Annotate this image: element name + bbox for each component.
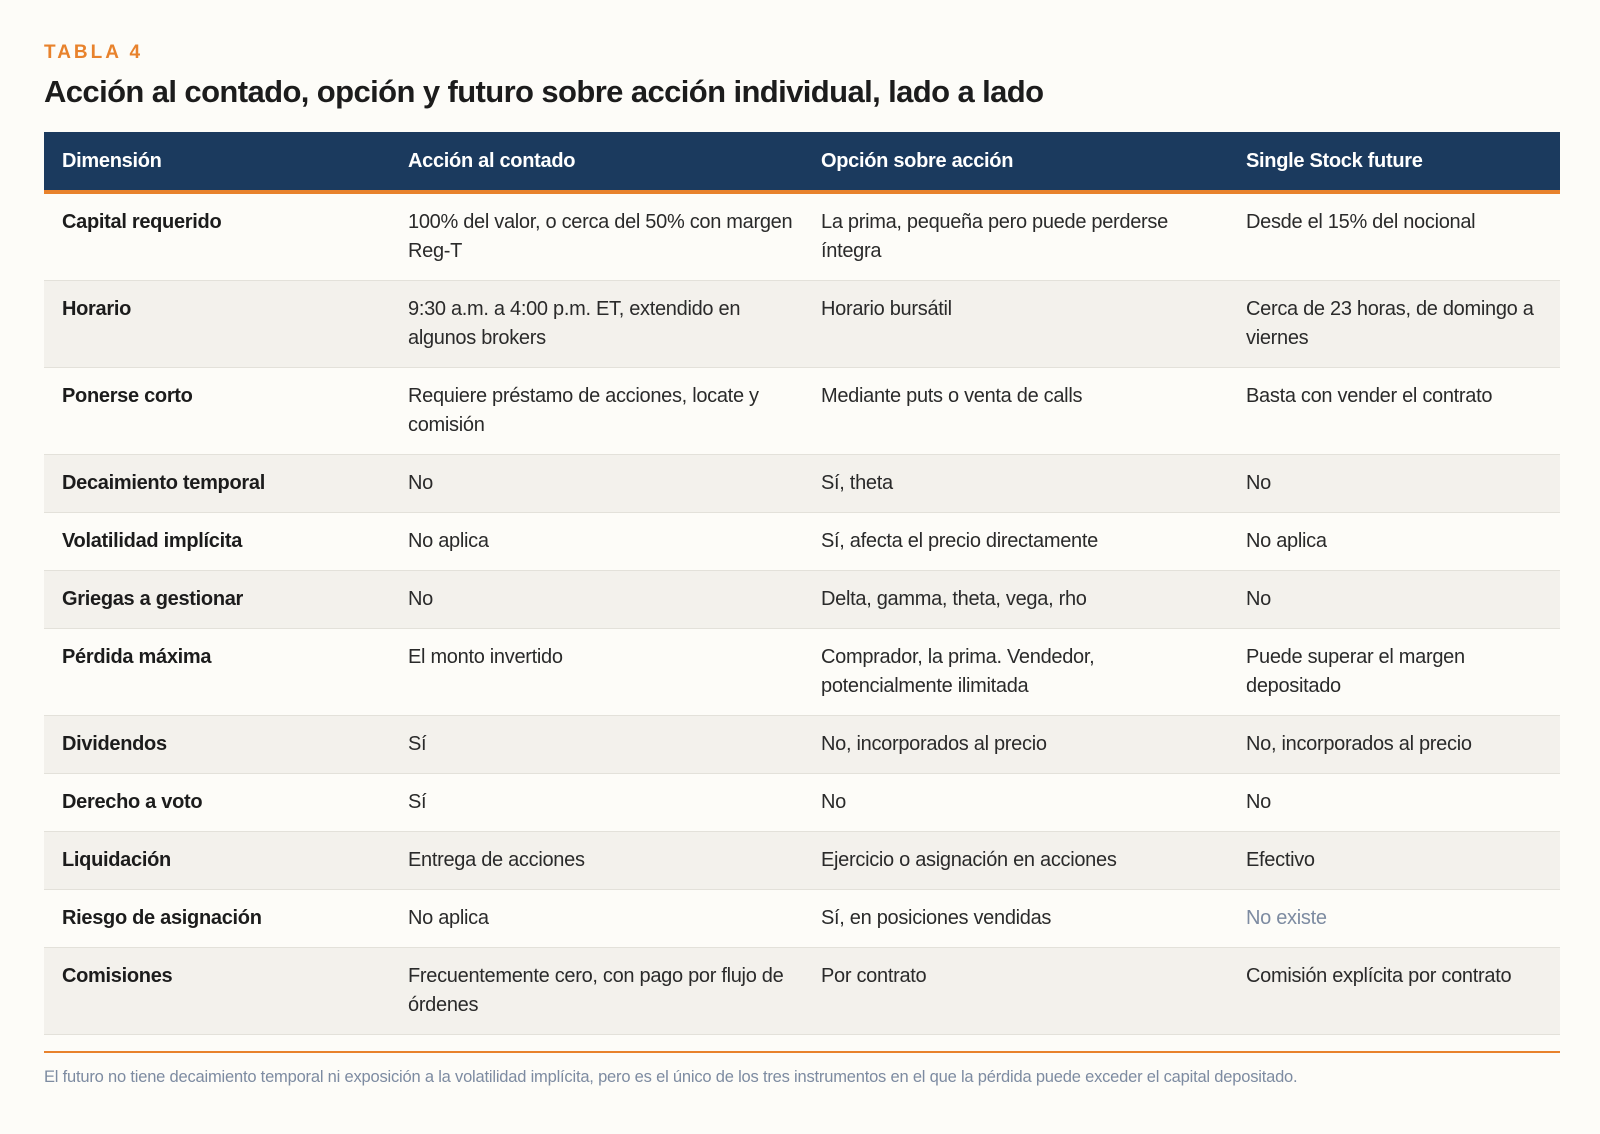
cell-stock-option: Comprador, la prima. Vendedor, potencialmente ilimitada	[821, 629, 1246, 716]
page-title: Acción al contado, opción y futuro sobre acción individual, lado a lado	[44, 74, 1044, 109]
table-row	[44, 281, 1560, 368]
cell-spot-stock: Requiere préstamo de acciones, locate y comisión	[408, 368, 821, 455]
table-row	[44, 455, 1560, 513]
cell-single-stock-future: Basta con vender el contrato	[1246, 368, 1560, 455]
table-row	[44, 192, 1560, 281]
table-row	[44, 948, 1560, 1035]
cell-stock-option: Mediante puts o venta de calls	[821, 368, 1246, 455]
table-row	[44, 368, 1560, 455]
table-row	[44, 832, 1560, 890]
cell-spot-stock: Frecuentemente cero, con pago por flujo de órdenes	[408, 948, 821, 1035]
cell-stock-option: Sí, theta	[821, 455, 1246, 513]
row-dimension: Liquidación	[44, 832, 408, 890]
cell-single-stock-future: No existe	[1246, 890, 1560, 948]
row-dimension: Riesgo de asignación	[44, 890, 408, 948]
cell-spot-stock: No	[408, 571, 821, 629]
row-dimension: Ponerse corto	[44, 368, 408, 455]
cell-stock-option: No	[821, 774, 1246, 832]
cell-stock-option: Delta, gamma, theta, vega, rho	[821, 571, 1246, 629]
cell-spot-stock: 100% del valor, o cerca del 50% con margen Reg-T	[408, 192, 821, 281]
row-dimension: Derecho a voto	[44, 774, 408, 832]
table-row	[44, 571, 1560, 629]
table-row	[44, 513, 1560, 571]
row-dimension: Capital requerido	[44, 192, 408, 281]
cell-stock-option: No, incorporados al precio	[821, 716, 1246, 774]
table-row	[44, 629, 1560, 716]
table-row	[44, 774, 1560, 832]
cell-spot-stock: No aplica	[408, 890, 821, 948]
cell-single-stock-future: Puede superar el margen depositado	[1246, 629, 1560, 716]
row-dimension: Dividendos	[44, 716, 408, 774]
cell-stock-option: Horario bursátil	[821, 281, 1246, 368]
cell-spot-stock: Entrega de acciones	[408, 832, 821, 890]
cell-single-stock-future: No	[1246, 774, 1560, 832]
cell-single-stock-future: Efectivo	[1246, 832, 1560, 890]
cell-single-stock-future: Comisión explícita por contrato	[1246, 948, 1560, 1035]
footnote-divider	[44, 1051, 1560, 1053]
cell-single-stock-future: Cerca de 23 horas, de domingo a viernes	[1246, 281, 1560, 368]
cell-spot-stock: El monto invertido	[408, 629, 821, 716]
cell-single-stock-future: No	[1246, 455, 1560, 513]
row-dimension: Volatilidad implícita	[44, 513, 408, 571]
column-header-single-stock-future: Single Stock future	[1246, 149, 1423, 172]
cell-stock-option: Sí, en posiciones vendidas	[821, 890, 1246, 948]
cell-spot-stock: 9:30 a.m. a 4:00 p.m. ET, extendido en algunos brokers	[408, 281, 821, 368]
cell-single-stock-future: No, incorporados al precio	[1246, 716, 1560, 774]
cell-stock-option: Sí, afecta el precio directamente	[821, 513, 1246, 571]
cell-single-stock-future: No	[1246, 571, 1560, 629]
cell-spot-stock: Sí	[408, 774, 821, 832]
footnote: El futuro no tiene decaimiento temporal ni exposición a la volatilidad implícita, pero es el único de los tres instrumentos en el que la pérdida puede exceder el capital depositado.	[44, 1068, 1298, 1086]
cell-spot-stock: No	[408, 455, 821, 513]
cell-single-stock-future: No aplica	[1246, 513, 1560, 571]
column-header-spot-stock: Acción al contado	[408, 149, 576, 172]
cell-spot-stock: Sí	[408, 716, 821, 774]
cell-spot-stock: No aplica	[408, 513, 821, 571]
table-header-row	[44, 132, 1560, 192]
cell-stock-option: Ejercicio o asignación en acciones	[821, 832, 1246, 890]
page	[44, 40, 1560, 1087]
cell-single-stock-future: Desde el 15% del nocional	[1246, 192, 1560, 281]
row-dimension: Comisiones	[44, 948, 408, 1035]
cell-stock-option: Por contrato	[821, 948, 1246, 1035]
table-row	[44, 716, 1560, 774]
row-dimension: Griegas a gestionar	[44, 571, 408, 629]
row-dimension: Horario	[44, 281, 408, 368]
column-header-dimension: Dimensión	[62, 149, 162, 172]
table-row	[44, 890, 1560, 948]
row-dimension: Decaimiento temporal	[44, 455, 408, 513]
row-dimension: Pérdida máxima	[44, 629, 408, 716]
cell-stock-option: La prima, pequeña pero puede perderse íntegra	[821, 192, 1246, 281]
column-header-stock-option: Opción sobre acción	[821, 149, 1014, 172]
comparison-table	[44, 132, 1560, 1035]
table-kicker: TABLA 4	[44, 42, 144, 63]
